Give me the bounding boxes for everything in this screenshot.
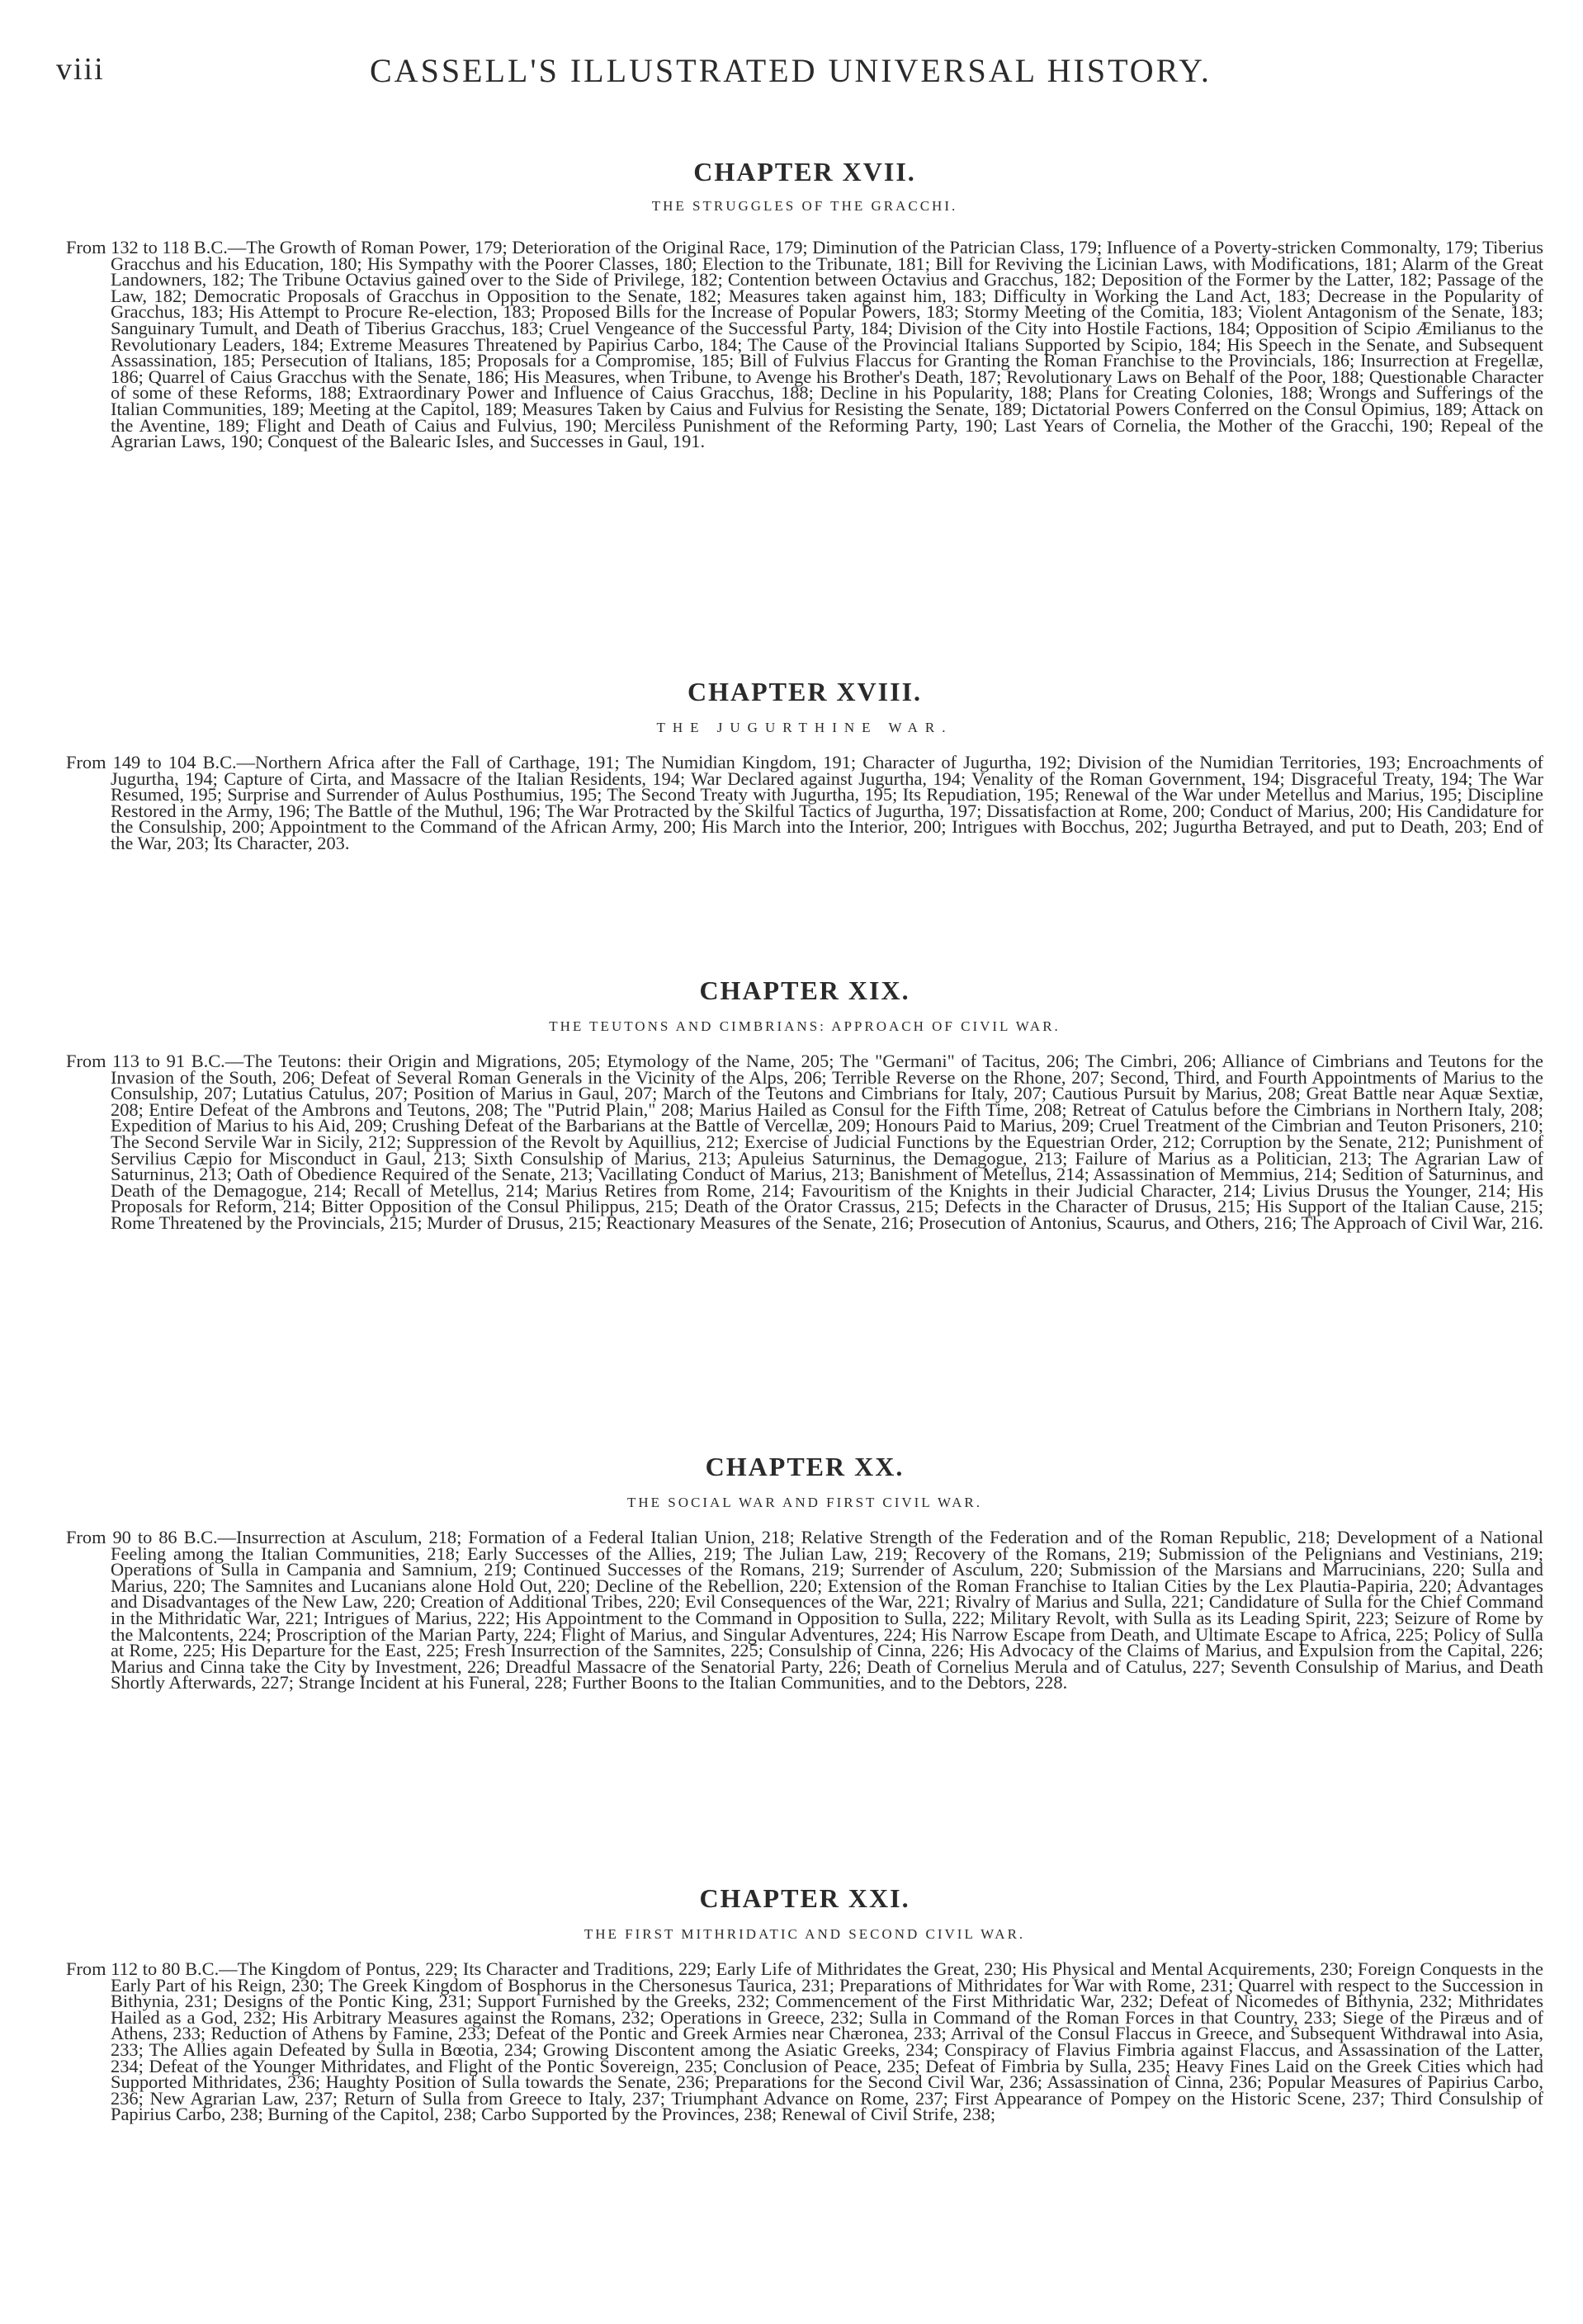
- chapter-xvii: [66, 155, 1543, 450]
- page-number: viii: [56, 52, 105, 87]
- date-range: From 113 to 91 B.C.: [66, 1051, 225, 1071]
- chapter-subtitle: THE STRUGGLES OF THE GRACCHI.: [651, 198, 958, 214]
- chapter-title: CHAPTER XVIII.: [687, 677, 923, 706]
- summary-text: —The Kingdom of Pontus, 229; Its Character and Traditions, 229; Early Life of Mithridates the Great, 230; His Physical and Mental Acquirements, 230; Foreign Conquests in the Early Part of his Reign, 230; The Greek Kingdom of Bosphorus in the Chersonesus Taurica, 231; Preparations of Mithridates for War with Rome, 231; Quarrel with respect to the Succession in Bithynia, 231; Designs of the Pontic King, 231; Support Furnished by the Greeks, 232; Commencement of the First Mithridatic War, 232; Defeat of Nicomedes of Bithynia, 232; Mithridates Hailed as a God, 232; His Arbitrary Measures against the Romans, 232; Operations in Greece, 232; Sulla in Command of the Roman Forces in that Country, 233; Siege of the Piræus and of Athens, 233; Reduction of Athens by Famine, 233; Defeat of the Pontic and Greek Armies near Chæronea, 233; Arrival of the Consul Flaccus in Greece, and Subsequent Withdrawal into Asia, 233; The Allies again Defeated by Sulla in Bœotia, 234; Growing Discontent among the Asiatic Greeks, 234; Conspiracy of Flavius Fimbria against Flaccus, and Assassination of the Latter, 234; Defeat of the Younger Mithridates, and Flight of the Pontic Sovereign, 235; Conclusion of Peace, 235; Defeat of Fimbria by Sulla, 235; Heavy Fines Laid on the Greek Cities which had Supported Mithridates, 236; Haughty Position of Sulla towards the Senate, 236; Preparations for the Second Civil War, 236; Assassination of Cinna, 236; Popular Measures of Papirius Carbo, 236; New Agrarian Law, 237; Return of Sulla from Greece to Italy, 237; Triumphant Advance on Rome, 237; First Appearance of Pompey on the Historic Scene, 237; Third Consulship of Papirius Carbo, 238; Burning of the Capitol, 238; Carbo Supported by the Provinces, 238; Renewal of Civil Strife, 238;: [111, 1958, 1543, 2125]
- date-range: From 90 to 86 B.C.: [66, 1527, 218, 1547]
- summary-text: —Insurrection at Asculum, 218; Formation of a Federal Italian Union, 218; Relative Strength of the Federation and of the Roman Republic, 218; Development of a National Feeling among the Italian Communities, 218; Early Successes of the Allies, 219; The Julian Law, 219; Recovery of the Romans, 219; Submission of the Pelignians and Vestinians, 219; Operations of Sulla in Campania and Samnium, 219; Continued Successes of the Romans, 219; Surrender of Asculum, 220; Submission of the Marsians and Marrucinians, 220; Sulla and Marius, 220; The Samnites and Lucanians alone Hold Out, 220; Decline of the Rebellion, 220; Extension of the Roman Franchise to Italian Cities by the Lex Plautia-Papiria, 220; Advantages and Disadvantages of the New Law, 220; Creation of Additional Tribes, 220; Evil Consequences of the War, 221; Rivalry of Marius and Sulla, 221; Candidature of Sulla for the Chief Command in the Mithridatic War, 221; Intrigues of Marius, 222; His Appointment to the Command in Opposition to Sulla, 222; Military Revolt, with Sulla as its Leading Spirit, 223; Seizure of Rome by the Malcontents, 224; Proscription of the Marian Party, 224; Flight of Marius, and Singular Adventures, 224; His Narrow Escape from Death, and Ultimate Escape to Africa, 225; Policy of Sulla at Rome, 225; His Departure for the East, 225; Fresh Insurrection of the Samnites, 225; Consulship of Cinna, 226; His Advocacy of the Claims of Marius, and Expulsion from the Capital, 226; Marius and Cinna take the City by Investment, 226; Dreadful Massacre of the Senatorial Party, 226; Death of Cornelius Merula and of Catulus, 227; Seventh Consulship of Marius, and Death Shortly Afterwards, 227; Strange Incident at his Funeral, 228; Further Boons to the Italian Communities, and to the Debtors, 228.: [111, 1527, 1543, 1693]
- summary-text: —The Growth of Roman Power, 179; Deterioration of the Original Race, 179; Diminution of the Patrician Class, 179; Influence of a Poverty-stricken Commonalty, 179; Tiberius Gracchus and his Education, 180; His Sympathy with the Poorer Classes, 180; Election to the Tribunate, 181; Bill for Reviving the Licinian Laws, with Modifications, 181; Alarm of the Great Landowners, 182; The Tribune Octavius gained over to the Side of Privilege, 182; Contention between Octavius and Gracchus, 182; Deposition of the Former by the Latter, 182; Passage of the Law, 182; Democratic Proposals of Gracchus in Opposition to the Senate, 182; Measures taken against him, 183; Difficulty in Working the Land Act, 183; Decrease in the Popularity of Gracchus, 183; His Attempt to Procure Re-election, 183; Proposed Bills for the Increase of Popular Powers, 183; Stormy Meeting of the Comitia, 183; Violent Antagonism of the Senate, 183; Sanguinary Tumult, and Death of Tiberius Gracchus, 183; Cruel Vengeance of the Successful Party, 184; Division of the City into Hostile Factions, 184; Opposition of Scipio Æmilianus to the Revolutionary Leaders, 184; Extreme Measures Threatened by Papirius Carbo, 184; The Cause of the Provincial Italians Supported by Scipio, 184; His Speech in the Senate, and Subsequent Assassination, 185; Persecution of Italians, 185; Proposals for a Compromise, 185; Bill of Fulvius Flaccus for Granting the Roman Franchise to the Provincials, 186; Insurrection at Fregellæ, 186; Quarrel of Caius Gracchus with the Senate, 186; His Measures, when Tribune, to Avenge his Brother's Death, 187; Revolutionary Laws on Behalf of the Poor, 188; Questionable Character of some of these Reforms, 188; Extraordinary Power and Influence of Caius Gracchus, 188; Decline in his Popularity, 188; Plans for Creating Colonies, 188; Wrongs and Sufferings of the Italian Communities, 189; Meeting at the Capitol, 189; Measures Taken by Caius and Fulvius for Resisting the Senate, 189; Dictatorial Powers Conferred on the Consul Opimius, 189; Attack on the Aventine, 189; Flight and Death of Caius and Fulvius, 190; Merciless Punishment of the Reforming Party, 190; Last Years of Cornelia, the Mother of the Gracchi, 190; Repeal of the Agrarian Laws, 190; Conquest of the Balearic Isles, and Successes in Gaul, 191.: [111, 237, 1543, 452]
- chapter-xx: [66, 1450, 1543, 1691]
- summary-text: —The Teutons: their Origin and Migrations, 205; Etymology of the Name, 205; The "Germani" of Tacitus, 206; The Cimbri, 206; Alliance of Cimbrians and Teutons for the Invasion of the South, 206; Defeat of Several Roman Generals in the Vicinity of the Alps, 206; Terrible Reverse on the Rhone, 207; Second, Third, and Fourth Appointments of Marius to the Consulship, 207; Lutatius Catulus, 207; Position of Marius in Gaul, 207; March of the Teutons and Cimbrians for Italy, 207; Cautious Pursuit by Marius, 208; Great Battle near Aquæ Sextiæ, 208; Entire Defeat of the Ambrons and Teutons, 208; The "Putrid Plain," 208; Marius Hailed as Consul for the Fifth Time, 208; Retreat of Catulus before the Cimbrians in Northern Italy, 208; Expedition of Marius to his Aid, 209; Crushing Defeat of the Barbarians at the Battle of Vercellæ, 209; Honours Paid to Marius, 209; Cruel Treatment of the Cimbrian and Teuton Prisoners, 210; The Second Servile War in Sicily, 212; Suppression of the Revolt by Aquillius, 212; Exercise of Judicial Functions by the Equestrian Order, 212; Corruption by the Senate, 212; Punishment of Servilius Cæpio for Misconduct in Gaul, 213; Sixth Consulship of Marius, 213; Apuleius Saturninus, the Demagogue, 213; Failure of Marius as a Politician, 213; The Agrarian Law of Saturninus, 213; Oath of Obedience Required of the Senate, 213; Vacillating Conduct of Marius, 213; Banishment of Metellus, 214; Assassination of Memmius, 214; Sedition of Saturninus, and Death of the Demagogue, 214; Recall of Metellus, 214; Marius Retires from Rome, 214; Favouritism of the Knights in their Judicial Character, 214; Livius Drusus the Younger, 214; His Proposals for Reform, 214; Bitter Opposition of the Consul Philippus, 215; Death of the Orator Crassus, 215; Defects in the Character of Drusus, 215; His Support of the Italian Cause, 215; Rome Threatened by the Provincials, 215; Murder of Drusus, 215; Reactionary Measures of the Senate, 216; Prosecution of Antonius, Scaurus, and Others, 216; The Approach of Civil War, 216.: [111, 1051, 1543, 1233]
- chapter-summary: [66, 1529, 1543, 1691]
- chapter-summary: [66, 1958, 1543, 2125]
- date-range: From 112 to 80 B.C.: [66, 1958, 220, 1979]
- chapter-xxi: [66, 1882, 1543, 2123]
- date-range: From 132 to 118 B.C.: [66, 237, 228, 257]
- date-range: From 149 to 104 B.C.: [66, 752, 237, 772]
- chapter-subtitle: THE FIRST MITHRIDATIC AND SECOND CIVIL WAR.: [584, 1926, 1026, 1942]
- summary-text: —Northern Africa after the Fall of Carthage, 191; The Numidian Kingdom, 191; Character of Jugurtha, 192; Division of the Numidian Territories, 193; Encroachments of Jugurtha, 194; Capture of Cirta, and Massacre of the Italian Residents, 194; War Declared against Jugurtha, 194; Venality of the Roman Government, 194; Disgraceful Treaty, 194; The War Resumed, 195; Surprise and Surrender of Aulus Posthumius, 195; The Second Treaty with Jugurtha, 195; Its Repudiation, 195; Renewal of the War under Metellus and Marius, 195; Discipline Restored in the Army, 196; The Battle of the Muthul, 196; The War Protracted by the Skilful Tactics of Jugurtha, 197; Dissatisfaction at Rome, 200; Conduct of Marius, 200; His Candidature for the Consulship, 200; Appointment to the Command of the African Army, 200; His March into the Interior, 200; Intrigues with Bocchus, 202; Jugurtha Betrayed, and put to Death, 203; End of the War, 203; Its Character, 203.: [111, 752, 1543, 853]
- chapter-title: CHAPTER XXI.: [699, 1883, 910, 1913]
- chapter-xix: [66, 974, 1543, 1231]
- chapter-subtitle: THE SOCIAL WAR AND FIRST CIVIL WAR.: [626, 1495, 983, 1510]
- chapter-summary: [66, 1053, 1543, 1231]
- chapter-subtitle: THE TEUTONS AND CIMBRIANS: APPROACH OF CIVIL WAR.: [549, 1018, 1061, 1034]
- running-title: CASSELL'S ILLUSTRATED UNIVERSAL HISTORY.: [370, 52, 1212, 89]
- chapter-summary: [66, 239, 1543, 450]
- chapter-summary: [66, 754, 1543, 852]
- chapter-title: CHAPTER XX.: [705, 1452, 905, 1481]
- chapter-title: CHAPTER XIX.: [699, 975, 910, 1005]
- chapter-xviii: [66, 675, 1543, 852]
- chapter-subtitle: THE JUGURTHINE WAR.: [656, 720, 953, 735]
- running-head: [56, 51, 1542, 101]
- chapter-title: CHAPTER XVII.: [693, 157, 916, 187]
